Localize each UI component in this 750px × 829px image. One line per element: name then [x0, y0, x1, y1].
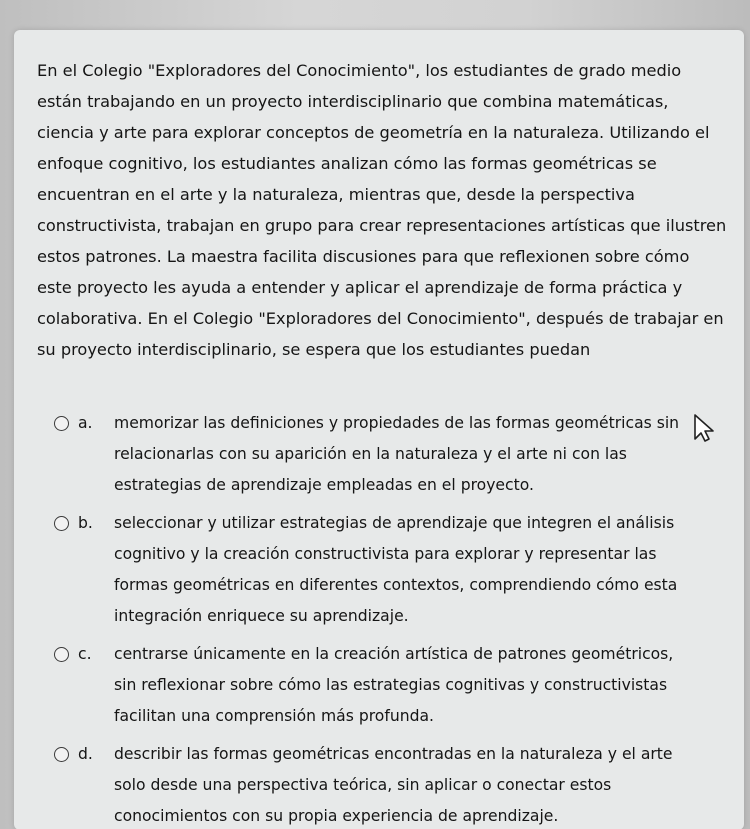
option-a[interactable]	[14, 408, 744, 501]
option-c-text[interactable]: centrarse únicamente en la creación artística de patrones geométricos, sin reflexionar sobre cómo las estrategias cognitivas y constructivistas facilitan una comprensión más profunda.	[114, 645, 674, 725]
option-b-text[interactable]: seleccionar y utilizar estrategias de aprendizaje que integren el análisis cognitivo y la creación constructivista para explorar y representar las formas geométricas en diferentes contextos, comprendiendo cómo esta integración enriquece su aprendizaje.	[114, 514, 678, 625]
option-b-letter: b.	[78, 514, 93, 532]
option-d-letter: d.	[78, 745, 93, 763]
option-d-text[interactable]: describir las formas geométricas encontradas en la naturaleza y el arte solo desde una perspectiva teórica, sin aplicar o conectar estos conocimientos con su propia experiencia de aprendizaje.	[114, 745, 673, 825]
option-c[interactable]	[14, 639, 744, 732]
option-a-text[interactable]: memorizar las definiciones y propiedades de las formas geométricas sin relacionarlas con su aparición en la naturaleza y el arte ni con las estrategias de aprendizaje empleadas en el proyecto.	[114, 414, 680, 494]
mouse-cursor-icon	[693, 413, 723, 443]
answer-options	[14, 408, 744, 829]
radio-button-c[interactable]	[54, 647, 69, 662]
option-b[interactable]	[14, 508, 744, 632]
question-text: En el Colegio "Exploradores del Conocimiento", los estudiantes de grado medio están trabajando en un proyecto interdisciplinario que combina matemáticas, ciencia y arte para explorar conceptos de geometría en la naturaleza. Utilizando el enfoque cognitivo, los estudiantes analizan cómo las formas geométricas se encuentran en el arte y la naturaleza, mientras que, desde la perspectiva constructivista, trabajan en grupo para crear representaciones artísticas que ilustren estos patrones. La maestra facilita discusiones para que reflexionen sobre cómo este proyecto les ayuda a entender y aplicar el aprendizaje de forma práctica y colaborativa. En el Colegio "Exploradores del Conocimiento", después de trabajar en su proyecto interdisciplinario, se espera que los estudiantes puedan	[37, 61, 727, 359]
option-a-letter: a.	[78, 414, 93, 432]
question-card	[14, 30, 744, 829]
option-c-letter: c.	[78, 645, 92, 663]
radio-button-b[interactable]	[54, 516, 69, 531]
option-d[interactable]	[14, 739, 744, 829]
radio-button-a[interactable]	[54, 416, 69, 431]
radio-button-d[interactable]	[54, 747, 69, 762]
